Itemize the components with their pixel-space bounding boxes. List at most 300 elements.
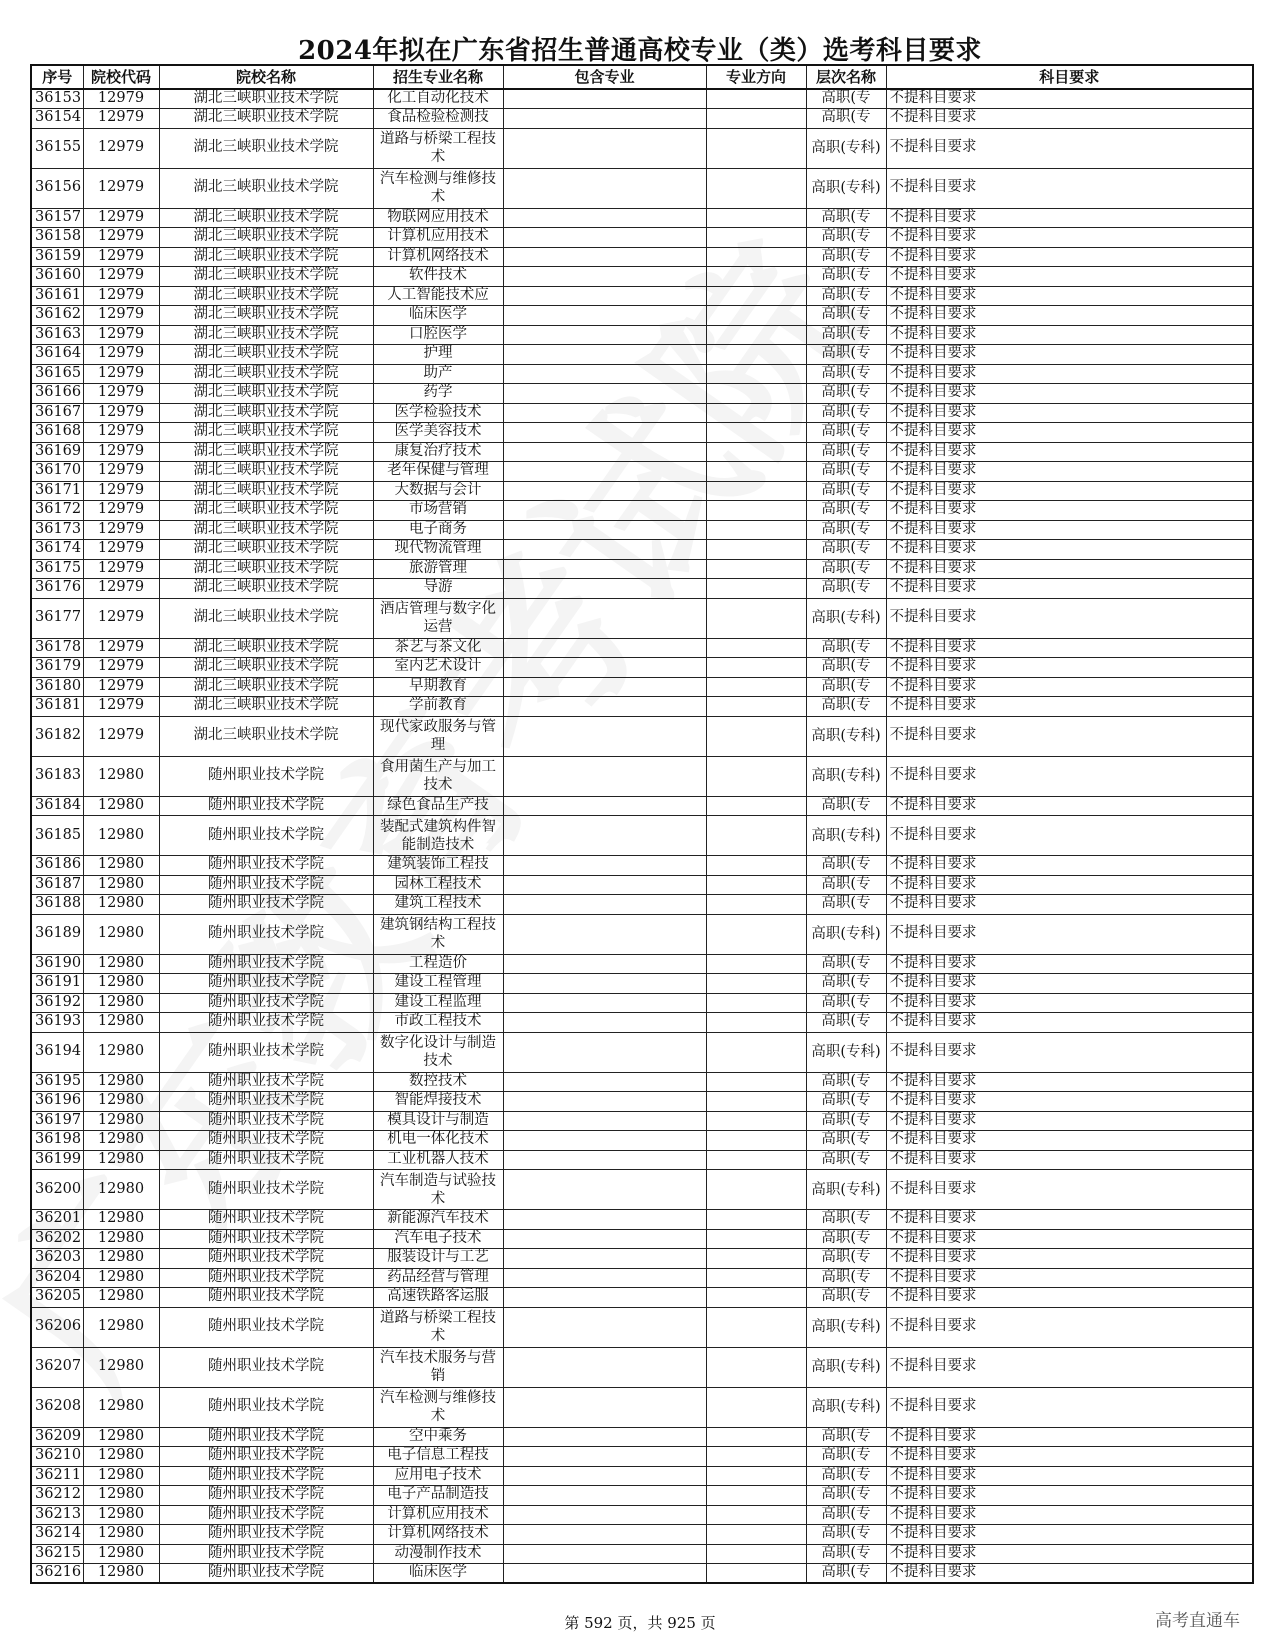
cell-major-direction bbox=[706, 1032, 806, 1072]
table-row bbox=[31, 1229, 1253, 1249]
cell-school-name: 随州职业技术学院 bbox=[159, 974, 373, 994]
cell-seq: 36213 bbox=[31, 1505, 83, 1525]
cell-subject-requirement: 不提科目要求 bbox=[886, 481, 1253, 501]
cell-major-direction bbox=[706, 345, 806, 365]
cell-major-name: 电子产品制造技 bbox=[373, 1486, 503, 1506]
cell-major-direction bbox=[706, 1427, 806, 1447]
cell-seq: 36153 bbox=[31, 89, 83, 109]
cell-school-name: 随州职业技术学院 bbox=[159, 1466, 373, 1486]
cell-major-direction bbox=[706, 559, 806, 579]
table-row bbox=[31, 1387, 1253, 1427]
cell-seq: 36204 bbox=[31, 1268, 83, 1288]
cell-included-majors bbox=[503, 345, 706, 365]
header-major-direction: 专业方向 bbox=[706, 65, 806, 89]
cell-seq: 36186 bbox=[31, 856, 83, 876]
cell-school-code: 12979 bbox=[83, 579, 159, 599]
cell-major-direction bbox=[706, 756, 806, 796]
table-row bbox=[31, 462, 1253, 482]
cell-level: 高职(专 bbox=[806, 697, 886, 717]
cell-school-name: 湖北三峡职业技术学院 bbox=[159, 109, 373, 129]
cell-level: 高职(专科) bbox=[806, 1170, 886, 1210]
cell-level: 高职(专 bbox=[806, 1486, 886, 1506]
cell-subject-requirement: 不提科目要求 bbox=[886, 1131, 1253, 1151]
cell-school-name: 随州职业技术学院 bbox=[159, 1249, 373, 1269]
cell-school-code: 12979 bbox=[83, 403, 159, 423]
cell-major-name: 数字化设计与制造技术 bbox=[373, 1032, 503, 1072]
cell-major-name: 康复治疗技术 bbox=[373, 442, 503, 462]
cell-seq: 36195 bbox=[31, 1072, 83, 1092]
cell-seq: 36193 bbox=[31, 1013, 83, 1033]
cell-level: 高职(专 bbox=[806, 1505, 886, 1525]
cell-major-direction bbox=[706, 579, 806, 599]
cell-major-name: 汽车电子技术 bbox=[373, 1229, 503, 1249]
cell-level: 高职(专 bbox=[806, 1150, 886, 1170]
cell-major-direction bbox=[706, 677, 806, 697]
cell-level: 高职(专 bbox=[806, 1072, 886, 1092]
cell-included-majors bbox=[503, 914, 706, 954]
cell-included-majors bbox=[503, 993, 706, 1013]
cell-seq: 36206 bbox=[31, 1307, 83, 1347]
cell-major-name: 学前教育 bbox=[373, 697, 503, 717]
cell-seq: 36174 bbox=[31, 540, 83, 560]
cell-level: 高职(专 bbox=[806, 875, 886, 895]
cell-school-name: 随州职业技术学院 bbox=[159, 1387, 373, 1427]
cell-major-direction bbox=[706, 306, 806, 326]
cell-major-name: 人工智能技术应 bbox=[373, 286, 503, 306]
table-row bbox=[31, 954, 1253, 974]
cell-level: 高职(专 bbox=[806, 208, 886, 228]
cell-subject-requirement: 不提科目要求 bbox=[886, 816, 1253, 856]
cell-subject-requirement: 不提科目要求 bbox=[886, 1447, 1253, 1467]
cell-school-name: 湖北三峡职业技术学院 bbox=[159, 481, 373, 501]
cell-seq: 36183 bbox=[31, 756, 83, 796]
cell-major-direction bbox=[706, 89, 806, 109]
cell-school-name: 随州职业技术学院 bbox=[159, 1307, 373, 1347]
cell-major-name: 导游 bbox=[373, 579, 503, 599]
table-row bbox=[31, 228, 1253, 248]
table-row bbox=[31, 1288, 1253, 1308]
cell-school-name: 湖北三峡职业技术学院 bbox=[159, 89, 373, 109]
cell-seq: 36205 bbox=[31, 1288, 83, 1308]
cell-major-direction bbox=[706, 128, 806, 168]
cell-included-majors bbox=[503, 247, 706, 267]
cell-major-name: 食用菌生产与加工技术 bbox=[373, 756, 503, 796]
cell-included-majors bbox=[503, 1544, 706, 1564]
cell-included-majors bbox=[503, 89, 706, 109]
cell-school-code: 12979 bbox=[83, 109, 159, 129]
table-row bbox=[31, 598, 1253, 638]
cell-major-name: 药学 bbox=[373, 384, 503, 404]
cell-major-direction bbox=[706, 993, 806, 1013]
cell-school-name: 随州职业技术学院 bbox=[159, 1268, 373, 1288]
cell-seq: 36173 bbox=[31, 520, 83, 540]
cell-level: 高职(专 bbox=[806, 677, 886, 697]
cell-school-name: 湖北三峡职业技术学院 bbox=[159, 658, 373, 678]
cell-major-name: 市政工程技术 bbox=[373, 1013, 503, 1033]
cell-major-direction bbox=[706, 325, 806, 345]
cell-school-name: 随州职业技术学院 bbox=[159, 796, 373, 816]
table-row bbox=[31, 109, 1253, 129]
cell-seq: 36188 bbox=[31, 895, 83, 915]
cell-school-code: 12980 bbox=[83, 1544, 159, 1564]
cell-school-code: 12979 bbox=[83, 481, 159, 501]
table-row bbox=[31, 856, 1253, 876]
cell-level: 高职(专 bbox=[806, 1564, 886, 1584]
cell-major-direction bbox=[706, 1288, 806, 1308]
cell-school-code: 12979 bbox=[83, 677, 159, 697]
cell-subject-requirement: 不提科目要求 bbox=[886, 559, 1253, 579]
table-row bbox=[31, 540, 1253, 560]
cell-level: 高职(专 bbox=[806, 1131, 886, 1151]
cell-seq: 36163 bbox=[31, 325, 83, 345]
cell-included-majors bbox=[503, 1387, 706, 1427]
cell-major-direction bbox=[706, 1268, 806, 1288]
cell-level: 高职(专 bbox=[806, 638, 886, 658]
cell-subject-requirement: 不提科目要求 bbox=[886, 697, 1253, 717]
cell-level: 高职(专 bbox=[806, 501, 886, 521]
cell-major-direction bbox=[706, 1131, 806, 1151]
cell-seq: 36154 bbox=[31, 109, 83, 129]
cell-major-name: 电子商务 bbox=[373, 520, 503, 540]
cell-school-name: 随州职业技术学院 bbox=[159, 1505, 373, 1525]
cell-major-direction bbox=[706, 1505, 806, 1525]
cell-included-majors bbox=[503, 423, 706, 443]
cell-subject-requirement: 不提科目要求 bbox=[886, 168, 1253, 208]
cell-seq: 36192 bbox=[31, 993, 83, 1013]
cell-school-code: 12980 bbox=[83, 974, 159, 994]
cell-school-name: 湖北三峡职业技术学院 bbox=[159, 247, 373, 267]
cell-seq: 36211 bbox=[31, 1466, 83, 1486]
cell-major-direction bbox=[706, 109, 806, 129]
table-row bbox=[31, 559, 1253, 579]
cell-major-direction bbox=[706, 168, 806, 208]
table-row bbox=[31, 1486, 1253, 1506]
cell-major-name: 计算机应用技术 bbox=[373, 1505, 503, 1525]
cell-level: 高职(专 bbox=[806, 423, 886, 443]
cell-school-name: 湖北三峡职业技术学院 bbox=[159, 540, 373, 560]
cell-school-name: 湖北三峡职业技术学院 bbox=[159, 267, 373, 287]
table-row bbox=[31, 267, 1253, 287]
cell-included-majors bbox=[503, 364, 706, 384]
cell-level: 高职(专 bbox=[806, 658, 886, 678]
cell-major-name: 汽车技术服务与营销 bbox=[373, 1347, 503, 1387]
cell-subject-requirement: 不提科目要求 bbox=[886, 658, 1253, 678]
cell-major-name: 汽车制造与试验技术 bbox=[373, 1170, 503, 1210]
cell-included-majors bbox=[503, 109, 706, 129]
cell-included-majors bbox=[503, 208, 706, 228]
cell-school-code: 12979 bbox=[83, 306, 159, 326]
cell-seq: 36201 bbox=[31, 1210, 83, 1230]
page-title: 2024年拟在广东省招生普通高校专业（类）选考科目要求 bbox=[298, 36, 982, 66]
cell-major-direction bbox=[706, 247, 806, 267]
cell-level: 高职(专科) bbox=[806, 1307, 886, 1347]
cell-school-name: 随州职业技术学院 bbox=[159, 756, 373, 796]
cell-school-code: 12980 bbox=[83, 1229, 159, 1249]
cell-major-name: 机电一体化技术 bbox=[373, 1131, 503, 1151]
cell-school-name: 随州职业技术学院 bbox=[159, 1150, 373, 1170]
table-row bbox=[31, 1131, 1253, 1151]
cell-included-majors bbox=[503, 1249, 706, 1269]
cell-seq: 36159 bbox=[31, 247, 83, 267]
cell-included-majors bbox=[503, 1013, 706, 1033]
cell-included-majors bbox=[503, 658, 706, 678]
cell-seq: 36170 bbox=[31, 462, 83, 482]
cell-school-name: 湖北三峡职业技术学院 bbox=[159, 598, 373, 638]
cell-major-name: 老年保健与管理 bbox=[373, 462, 503, 482]
cell-school-code: 12979 bbox=[83, 228, 159, 248]
table-row bbox=[31, 875, 1253, 895]
cell-seq: 36168 bbox=[31, 423, 83, 443]
cell-included-majors bbox=[503, 1288, 706, 1308]
cell-subject-requirement: 不提科目要求 bbox=[886, 442, 1253, 462]
cell-major-name: 早期教育 bbox=[373, 677, 503, 697]
cell-major-name: 医学检验技术 bbox=[373, 403, 503, 423]
cell-school-name: 随州职业技术学院 bbox=[159, 1564, 373, 1584]
cell-major-direction bbox=[706, 1072, 806, 1092]
cell-included-majors bbox=[503, 1229, 706, 1249]
cell-subject-requirement: 不提科目要求 bbox=[886, 598, 1253, 638]
cell-school-name: 随州职业技术学院 bbox=[159, 1210, 373, 1230]
cell-major-direction bbox=[706, 954, 806, 974]
cell-major-name: 化工自动化技术 bbox=[373, 89, 503, 109]
cell-level: 高职(专 bbox=[806, 109, 886, 129]
cell-major-name: 软件技术 bbox=[373, 267, 503, 287]
cell-school-code: 12979 bbox=[83, 598, 159, 638]
cell-major-name: 工业机器人技术 bbox=[373, 1150, 503, 1170]
cell-school-name: 随州职业技术学院 bbox=[159, 856, 373, 876]
cell-included-majors bbox=[503, 974, 706, 994]
cell-subject-requirement: 不提科目要求 bbox=[886, 1249, 1253, 1269]
cell-level: 高职(专 bbox=[806, 403, 886, 423]
table-row bbox=[31, 974, 1253, 994]
cell-school-code: 12979 bbox=[83, 697, 159, 717]
table-row bbox=[31, 914, 1253, 954]
cell-school-code: 12980 bbox=[83, 1387, 159, 1427]
cell-seq: 36215 bbox=[31, 1544, 83, 1564]
table-row bbox=[31, 1170, 1253, 1210]
cell-level: 高职(专 bbox=[806, 974, 886, 994]
cell-school-name: 随州职业技术学院 bbox=[159, 1347, 373, 1387]
cell-level: 高职(专 bbox=[806, 1111, 886, 1131]
cell-school-name: 湖北三峡职业技术学院 bbox=[159, 403, 373, 423]
cell-school-name: 湖北三峡职业技术学院 bbox=[159, 325, 373, 345]
cell-level: 高职(专 bbox=[806, 462, 886, 482]
cell-major-direction bbox=[706, 423, 806, 443]
cell-subject-requirement: 不提科目要求 bbox=[886, 286, 1253, 306]
cell-major-direction bbox=[706, 1387, 806, 1427]
cell-subject-requirement: 不提科目要求 bbox=[886, 914, 1253, 954]
cell-major-name: 口腔医学 bbox=[373, 325, 503, 345]
cell-school-name: 随州职业技术学院 bbox=[159, 1170, 373, 1210]
cell-level: 高职(专 bbox=[806, 1447, 886, 1467]
cell-school-name: 随州职业技术学院 bbox=[159, 1447, 373, 1467]
cell-subject-requirement: 不提科目要求 bbox=[886, 1505, 1253, 1525]
cell-school-code: 12980 bbox=[83, 1210, 159, 1230]
cell-included-majors bbox=[503, 228, 706, 248]
table-header-row bbox=[31, 65, 1253, 89]
cell-school-name: 湖北三峡职业技术学院 bbox=[159, 128, 373, 168]
cell-school-code: 12979 bbox=[83, 267, 159, 287]
cell-included-majors bbox=[503, 1131, 706, 1151]
cell-school-code: 12980 bbox=[83, 1427, 159, 1447]
cell-school-code: 12980 bbox=[83, 1249, 159, 1269]
cell-seq: 36180 bbox=[31, 677, 83, 697]
table-row bbox=[31, 697, 1253, 717]
cell-major-name: 建设工程管理 bbox=[373, 974, 503, 994]
cell-major-name: 计算机应用技术 bbox=[373, 228, 503, 248]
cell-school-name: 湖北三峡职业技术学院 bbox=[159, 677, 373, 697]
brand-mark: 高考直通车 bbox=[1155, 1611, 1240, 1631]
cell-major-direction bbox=[706, 1466, 806, 1486]
cell-school-name: 随州职业技术学院 bbox=[159, 1288, 373, 1308]
cell-school-name: 湖北三峡职业技术学院 bbox=[159, 364, 373, 384]
cell-major-direction bbox=[706, 914, 806, 954]
table-row bbox=[31, 1249, 1253, 1269]
cell-school-code: 12980 bbox=[83, 1486, 159, 1506]
cell-school-code: 12980 bbox=[83, 914, 159, 954]
cell-subject-requirement: 不提科目要求 bbox=[886, 345, 1253, 365]
cell-subject-requirement: 不提科目要求 bbox=[886, 1564, 1253, 1584]
cell-subject-requirement: 不提科目要求 bbox=[886, 1427, 1253, 1447]
table-row bbox=[31, 993, 1253, 1013]
cell-major-direction bbox=[706, 1447, 806, 1467]
table-row bbox=[31, 1111, 1253, 1131]
cell-subject-requirement: 不提科目要求 bbox=[886, 796, 1253, 816]
cell-included-majors bbox=[503, 1150, 706, 1170]
cell-seq: 36196 bbox=[31, 1092, 83, 1112]
cell-level: 高职(专 bbox=[806, 364, 886, 384]
cell-included-majors bbox=[503, 1486, 706, 1506]
cell-school-name: 湖北三峡职业技术学院 bbox=[159, 697, 373, 717]
cell-major-direction bbox=[706, 875, 806, 895]
cell-major-name: 工程造价 bbox=[373, 954, 503, 974]
cell-included-majors bbox=[503, 1447, 706, 1467]
cell-included-majors bbox=[503, 1427, 706, 1447]
cell-school-code: 12980 bbox=[83, 1505, 159, 1525]
cell-subject-requirement: 不提科目要求 bbox=[886, 856, 1253, 876]
cell-included-majors bbox=[503, 638, 706, 658]
cell-major-name: 大数据与会计 bbox=[373, 481, 503, 501]
cell-level: 高职(专 bbox=[806, 1427, 886, 1447]
header-school-name: 院校名称 bbox=[159, 65, 373, 89]
cell-school-code: 12980 bbox=[83, 1131, 159, 1151]
table-row bbox=[31, 1013, 1253, 1033]
cell-major-name: 电子信息工程技 bbox=[373, 1447, 503, 1467]
cell-included-majors bbox=[503, 501, 706, 521]
cell-included-majors bbox=[503, 856, 706, 876]
cell-subject-requirement: 不提科目要求 bbox=[886, 638, 1253, 658]
cell-subject-requirement: 不提科目要求 bbox=[886, 109, 1253, 129]
table-row bbox=[31, 286, 1253, 306]
cell-included-majors bbox=[503, 1032, 706, 1072]
cell-school-name: 湖北三峡职业技术学院 bbox=[159, 638, 373, 658]
cell-seq: 36155 bbox=[31, 128, 83, 168]
cell-school-name: 湖北三峡职业技术学院 bbox=[159, 442, 373, 462]
table-row bbox=[31, 1505, 1253, 1525]
cell-major-direction bbox=[706, 1150, 806, 1170]
cell-seq: 36158 bbox=[31, 228, 83, 248]
cell-major-name: 临床医学 bbox=[373, 1564, 503, 1584]
table-row bbox=[31, 1544, 1253, 1564]
table-row bbox=[31, 796, 1253, 816]
cell-subject-requirement: 不提科目要求 bbox=[886, 128, 1253, 168]
table-row bbox=[31, 1307, 1253, 1347]
cell-school-code: 12980 bbox=[83, 1268, 159, 1288]
cell-subject-requirement: 不提科目要求 bbox=[886, 1229, 1253, 1249]
header-major-name: 招生专业名称 bbox=[373, 65, 503, 89]
cell-subject-requirement: 不提科目要求 bbox=[886, 954, 1253, 974]
cell-school-name: 随州职业技术学院 bbox=[159, 993, 373, 1013]
cell-seq: 36189 bbox=[31, 914, 83, 954]
cell-seq: 36210 bbox=[31, 1447, 83, 1467]
cell-major-name: 食品检验检测技 bbox=[373, 109, 503, 129]
cell-school-name: 湖北三峡职业技术学院 bbox=[159, 423, 373, 443]
cell-subject-requirement: 不提科目要求 bbox=[886, 228, 1253, 248]
cell-included-majors bbox=[503, 579, 706, 599]
table-row bbox=[31, 1564, 1253, 1584]
cell-school-name: 随州职业技术学院 bbox=[159, 954, 373, 974]
cell-school-code: 12979 bbox=[83, 247, 159, 267]
cell-major-name: 茶艺与茶文化 bbox=[373, 638, 503, 658]
cell-level: 高职(专 bbox=[806, 1210, 886, 1230]
table-row bbox=[31, 501, 1253, 521]
cell-major-name: 现代物流管理 bbox=[373, 540, 503, 560]
cell-included-majors bbox=[503, 796, 706, 816]
cell-major-direction bbox=[706, 1229, 806, 1249]
cell-school-name: 湖北三峡职业技术学院 bbox=[159, 579, 373, 599]
cell-seq: 36187 bbox=[31, 875, 83, 895]
table-row bbox=[31, 1347, 1253, 1387]
cell-major-direction bbox=[706, 462, 806, 482]
table-row bbox=[31, 1092, 1253, 1112]
cell-major-name: 临床医学 bbox=[373, 306, 503, 326]
cell-school-name: 随州职业技术学院 bbox=[159, 816, 373, 856]
cell-major-name: 现代家政服务与管理 bbox=[373, 716, 503, 756]
cell-major-direction bbox=[706, 286, 806, 306]
cell-school-code: 12980 bbox=[83, 856, 159, 876]
cell-school-name: 湖北三峡职业技术学院 bbox=[159, 208, 373, 228]
cell-major-name: 建筑工程技术 bbox=[373, 895, 503, 915]
cell-subject-requirement: 不提科目要求 bbox=[886, 1288, 1253, 1308]
cell-school-code: 12979 bbox=[83, 384, 159, 404]
cell-level: 高职(专 bbox=[806, 1268, 886, 1288]
cell-school-name: 随州职业技术学院 bbox=[159, 914, 373, 954]
cell-level: 高职(专 bbox=[806, 579, 886, 599]
header-included-majors: 包含专业 bbox=[503, 65, 706, 89]
cell-seq: 36178 bbox=[31, 638, 83, 658]
cell-included-majors bbox=[503, 954, 706, 974]
table-row bbox=[31, 403, 1253, 423]
cell-level: 高职(专 bbox=[806, 1466, 886, 1486]
cell-major-direction bbox=[706, 1092, 806, 1112]
table-row bbox=[31, 1210, 1253, 1230]
cell-seq: 36198 bbox=[31, 1131, 83, 1151]
cell-major-name: 绿色食品生产技 bbox=[373, 796, 503, 816]
cell-seq: 36199 bbox=[31, 1150, 83, 1170]
table-row bbox=[31, 638, 1253, 658]
cell-seq: 36167 bbox=[31, 403, 83, 423]
cell-major-direction bbox=[706, 638, 806, 658]
cell-included-majors bbox=[503, 168, 706, 208]
cell-school-code: 12979 bbox=[83, 520, 159, 540]
cell-major-direction bbox=[706, 364, 806, 384]
cell-included-majors bbox=[503, 598, 706, 638]
cell-school-code: 12980 bbox=[83, 756, 159, 796]
cell-level: 高职(专 bbox=[806, 442, 886, 462]
cell-seq: 36165 bbox=[31, 364, 83, 384]
table-row bbox=[31, 1447, 1253, 1467]
cell-seq: 36190 bbox=[31, 954, 83, 974]
